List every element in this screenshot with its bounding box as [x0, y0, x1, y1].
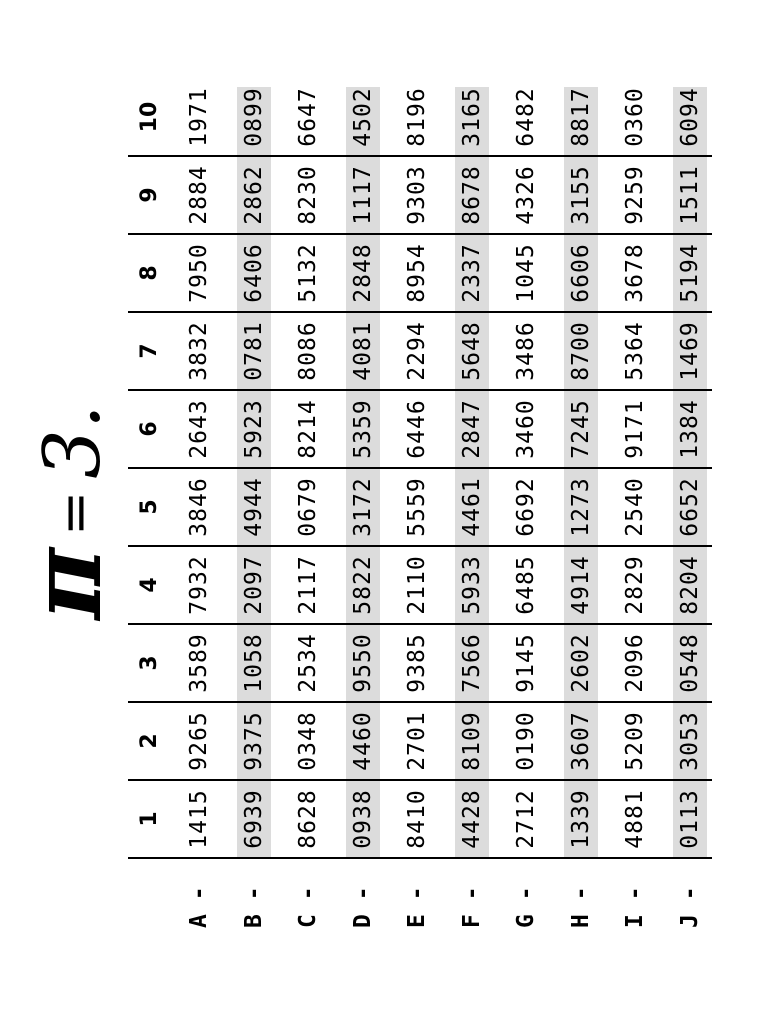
digit-cell: 3053 — [676, 711, 703, 771]
digit-cell: 3832 — [186, 321, 212, 381]
row-label: E - — [404, 886, 430, 928]
column-divider — [128, 701, 712, 703]
digit-cell: 4461 — [458, 477, 485, 537]
digit-cell: 6939 — [240, 789, 267, 849]
digit-cell: 8086 — [295, 321, 321, 381]
digit-cell: 6652 — [676, 477, 703, 537]
column-divider — [128, 233, 712, 235]
digit-cell: 8700 — [567, 321, 594, 381]
digit-cell: 5132 — [295, 243, 321, 303]
row-label: I - — [622, 886, 648, 928]
pi-integer-part: 3. — [28, 404, 118, 479]
digit-cell: 1045 — [513, 243, 539, 303]
digit-cell: 1415 — [186, 789, 212, 849]
digit-cell: 8230 — [295, 165, 321, 225]
digit-cell: 0679 — [295, 477, 321, 537]
digit-cell: 1384 — [676, 399, 703, 459]
digit-cell: 5648 — [458, 321, 485, 381]
digit-cell: 2829 — [622, 555, 648, 615]
digit-cell: 5359 — [349, 399, 376, 459]
column-header: 3 — [137, 655, 162, 671]
digit-cell: 4914 — [567, 555, 594, 615]
digit-cell: 5923 — [240, 399, 267, 459]
digit-cell: 1971 — [186, 87, 212, 147]
digit-cell: 4326 — [513, 165, 539, 225]
digit-cell: 1117 — [349, 165, 376, 225]
digit-cell: 2701 — [404, 711, 430, 771]
digit-cell: 5194 — [676, 243, 703, 303]
digit-cell: 4460 — [349, 711, 376, 771]
digit-cell: 9145 — [513, 633, 539, 693]
digit-cell: 3460 — [513, 399, 539, 459]
digit-cell: 9385 — [404, 633, 430, 693]
digit-cell: 9375 — [240, 711, 267, 771]
column-divider — [128, 779, 712, 781]
digit-cell: 2097 — [240, 555, 267, 615]
digit-cell: 8410 — [404, 789, 430, 849]
digit-cell: 6094 — [676, 87, 703, 147]
row-label: A - — [186, 886, 212, 928]
column-header: 4 — [137, 577, 162, 593]
digit-cell: 2847 — [458, 399, 485, 459]
digit-cell: 2712 — [513, 789, 539, 849]
column-header: 2 — [137, 733, 162, 749]
digit-cell: 1469 — [676, 321, 703, 381]
digit-cell: 8678 — [458, 165, 485, 225]
digit-cell: 9171 — [622, 399, 648, 459]
digit-cell: 9265 — [186, 711, 212, 771]
digit-cell: 0190 — [513, 711, 539, 771]
digit-cell: 3172 — [349, 477, 376, 537]
digit-cell: 2884 — [186, 165, 212, 225]
digit-cell: 4081 — [349, 321, 376, 381]
digit-cell: 2540 — [622, 477, 648, 537]
digit-cell: 0360 — [622, 87, 648, 147]
digit-cell: 2110 — [404, 555, 430, 615]
column-header: 5 — [137, 499, 162, 515]
digit-cell: 8196 — [404, 87, 430, 147]
digit-cell: 0781 — [240, 321, 267, 381]
digit-cell: 2848 — [349, 243, 376, 303]
digit-cell: 2117 — [295, 555, 321, 615]
row-label: H - — [567, 886, 594, 928]
digit-cell: 9550 — [349, 633, 376, 693]
digit-cell: 7566 — [458, 633, 485, 693]
digit-cell: 6606 — [567, 243, 594, 303]
digit-cell: 4502 — [349, 87, 376, 147]
column-header: 9 — [137, 187, 162, 203]
column-header: 8 — [137, 265, 162, 281]
digit-cell: 6446 — [404, 399, 430, 459]
column-divider — [128, 623, 712, 625]
digit-cell: 2643 — [186, 399, 212, 459]
column-divider — [128, 311, 712, 313]
digit-cell: 5933 — [458, 555, 485, 615]
digit-cell: 2337 — [458, 243, 485, 303]
digit-cell: 6647 — [295, 87, 321, 147]
digit-cell: 2862 — [240, 165, 267, 225]
column-divider — [128, 155, 712, 157]
row-label: J - — [676, 886, 703, 928]
digit-cell: 8954 — [404, 243, 430, 303]
pi-symbol: π — [9, 547, 124, 620]
digit-cell: 7950 — [186, 243, 212, 303]
digit-cell: 3678 — [622, 243, 648, 303]
digit-cell: 1273 — [567, 477, 594, 537]
column-header: 6 — [137, 421, 162, 437]
digit-cell: 0899 — [240, 87, 267, 147]
digit-cell: 3589 — [186, 633, 212, 693]
digit-cell: 2602 — [567, 633, 594, 693]
digit-cell: 8628 — [295, 789, 321, 849]
table-left-border — [128, 857, 712, 859]
digit-cell: 6406 — [240, 243, 267, 303]
digit-cell: 0113 — [676, 789, 703, 849]
row-label: G - — [513, 886, 539, 928]
equals-sign: = — [43, 490, 106, 536]
digit-cell: 3486 — [513, 321, 539, 381]
digit-cell: 1339 — [567, 789, 594, 849]
digit-cell: 3165 — [458, 87, 485, 147]
digit-cell: 4944 — [240, 477, 267, 537]
digit-cell: 2294 — [404, 321, 430, 381]
digit-cell: 4881 — [622, 789, 648, 849]
digit-cell: 7245 — [567, 399, 594, 459]
digit-cell: 0348 — [295, 711, 321, 771]
digit-cell: 3846 — [186, 477, 212, 537]
row-label: C - — [295, 886, 321, 928]
column-divider — [128, 545, 712, 547]
digit-cell: 9303 — [404, 165, 430, 225]
digit-cell: 7932 — [186, 555, 212, 615]
digit-cell: 5364 — [622, 321, 648, 381]
digit-cell: 2534 — [295, 633, 321, 693]
digit-cell: 9259 — [622, 165, 648, 225]
digit-cell: 1058 — [240, 633, 267, 693]
digit-cell: 5209 — [622, 711, 648, 771]
column-header: 1 — [137, 811, 162, 827]
row-label: B - — [240, 886, 267, 928]
digit-cell: 5822 — [349, 555, 376, 615]
digit-cell: 3155 — [567, 165, 594, 225]
column-header: 7 — [137, 343, 162, 359]
digit-cell: 5559 — [404, 477, 430, 537]
digit-cell: 8817 — [567, 87, 594, 147]
digit-cell: 6485 — [513, 555, 539, 615]
digit-cell: 0548 — [676, 633, 703, 693]
digit-cell: 4428 — [458, 789, 485, 849]
digit-cell: 8214 — [295, 399, 321, 459]
digit-cell: 6482 — [513, 87, 539, 147]
digit-cell: 1511 — [676, 165, 703, 225]
row-label: D - — [349, 886, 376, 928]
column-divider — [128, 467, 712, 469]
row-label: F - — [458, 886, 485, 928]
digit-cell: 2096 — [622, 633, 648, 693]
digit-cell: 6692 — [513, 477, 539, 537]
digit-cell: 0938 — [349, 789, 376, 849]
digit-cell: 3607 — [567, 711, 594, 771]
digit-cell: 8204 — [676, 555, 703, 615]
column-header: 10 — [137, 101, 162, 133]
column-divider — [128, 389, 712, 391]
digit-cell: 8109 — [458, 711, 485, 771]
